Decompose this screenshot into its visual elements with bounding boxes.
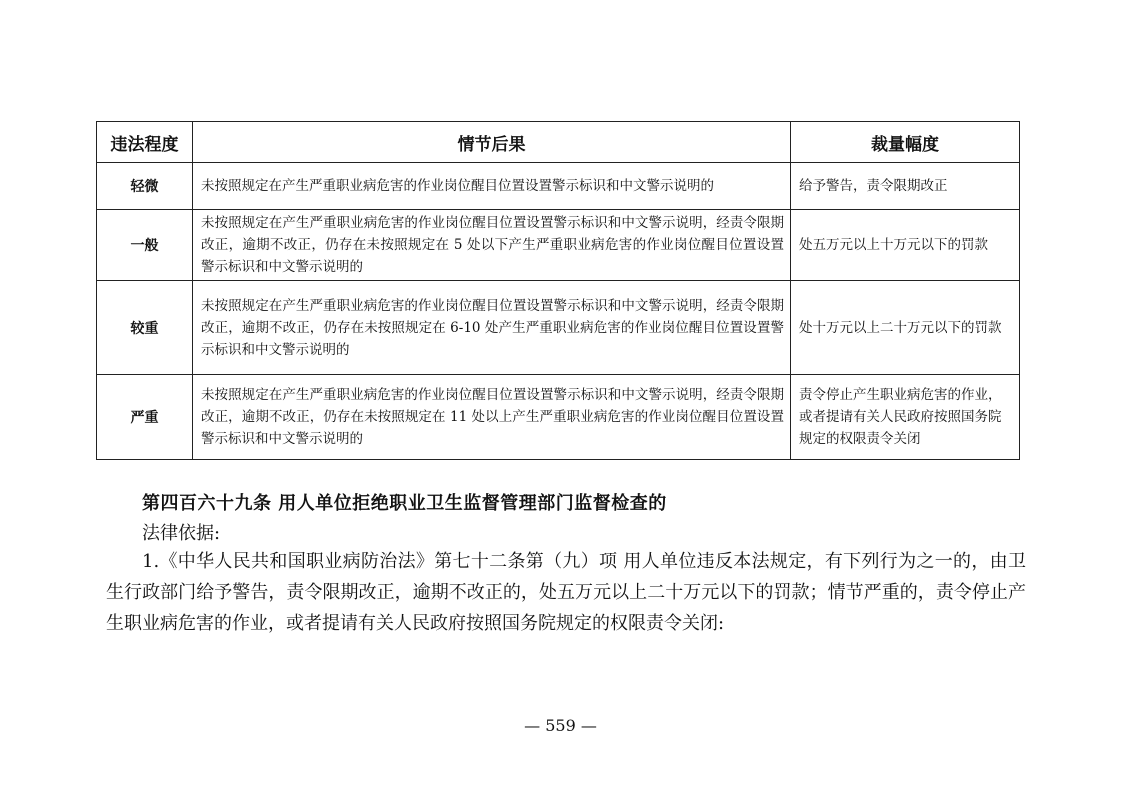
row-discretion: 责令停止产生职业病危害的作业，或者提请有关人民政府按照国务院规定的权限责令关闭 [791,375,1020,460]
row-discretion: 处十万元以上二十万元以下的罚款 [791,281,1020,375]
row-discretion: 给予警告，责令限期改正 [791,163,1020,210]
header-discretion: 裁量幅度 [791,122,1020,163]
row-level: 一般 [97,210,193,281]
table-header-row [97,122,1020,163]
legal-basis-paragraph: 1.《中华人民共和国职业病防治法》第七十二条第（九）项 用人单位违反本法规定，有下列行为之一的，由卫生行政部门给予警告，责令限期改正，逾期不改正的，处五万元以上二十万元以下的罚款；情节严重的，责令停止产生职业病危害的作业，或者提请有关人民政府按照国务院规定的权限责令关闭: [106,551,1026,634]
header-circumstance: 情节后果 [193,122,791,163]
page-number: — 559 — [524,716,597,735]
row-discretion: 处五万元以上十万元以下的罚款 [791,210,1020,281]
row-circumstance: 未按照规定在产生严重职业病危害的作业岗位醒目位置设置警示标识和中文警示说明，经责令限期改正，逾期不改正，仍存在未按照规定在 11 处以上产生严重职业病危害的作业岗位醒目位置设置警示标识和中文警示说明的 [193,375,791,460]
table-row [97,281,1020,375]
row-circumstance: 未按照规定在产生严重职业病危害的作业岗位醒目位置设置警示标识和中文警示说明的 [193,163,791,210]
table-row [97,375,1020,460]
legal-basis-label: 法律依据: [142,523,221,544]
table-row [97,163,1020,210]
row-circumstance: 未按照规定在产生严重职业病危害的作业岗位醒目位置设置警示标识和中文警示说明，经责令限期改正，逾期不改正，仍存在未按照规定在 5 处以下产生严重职业病危害的作业岗位醒目位置设置警示标识和中文警示说明的 [193,210,791,281]
table-row [97,210,1020,281]
article-title: 第四百六十九条 用人单位拒绝职业卫生监督管理部门监督检查的 [142,493,667,514]
discretion-table [96,121,1020,460]
row-level: 严重 [97,375,193,460]
header-severity: 违法程度 [97,122,193,163]
row-level: 轻微 [97,163,193,210]
row-level: 较重 [97,281,193,375]
row-circumstance: 未按照规定在产生严重职业病危害的作业岗位醒目位置设置警示标识和中文警示说明，经责令限期改正，逾期不改正，仍存在未按照规定在 6-10 处产生严重职业病危害的作业岗位醒目位置设置警示标识和中文警示说明的 [193,281,791,375]
